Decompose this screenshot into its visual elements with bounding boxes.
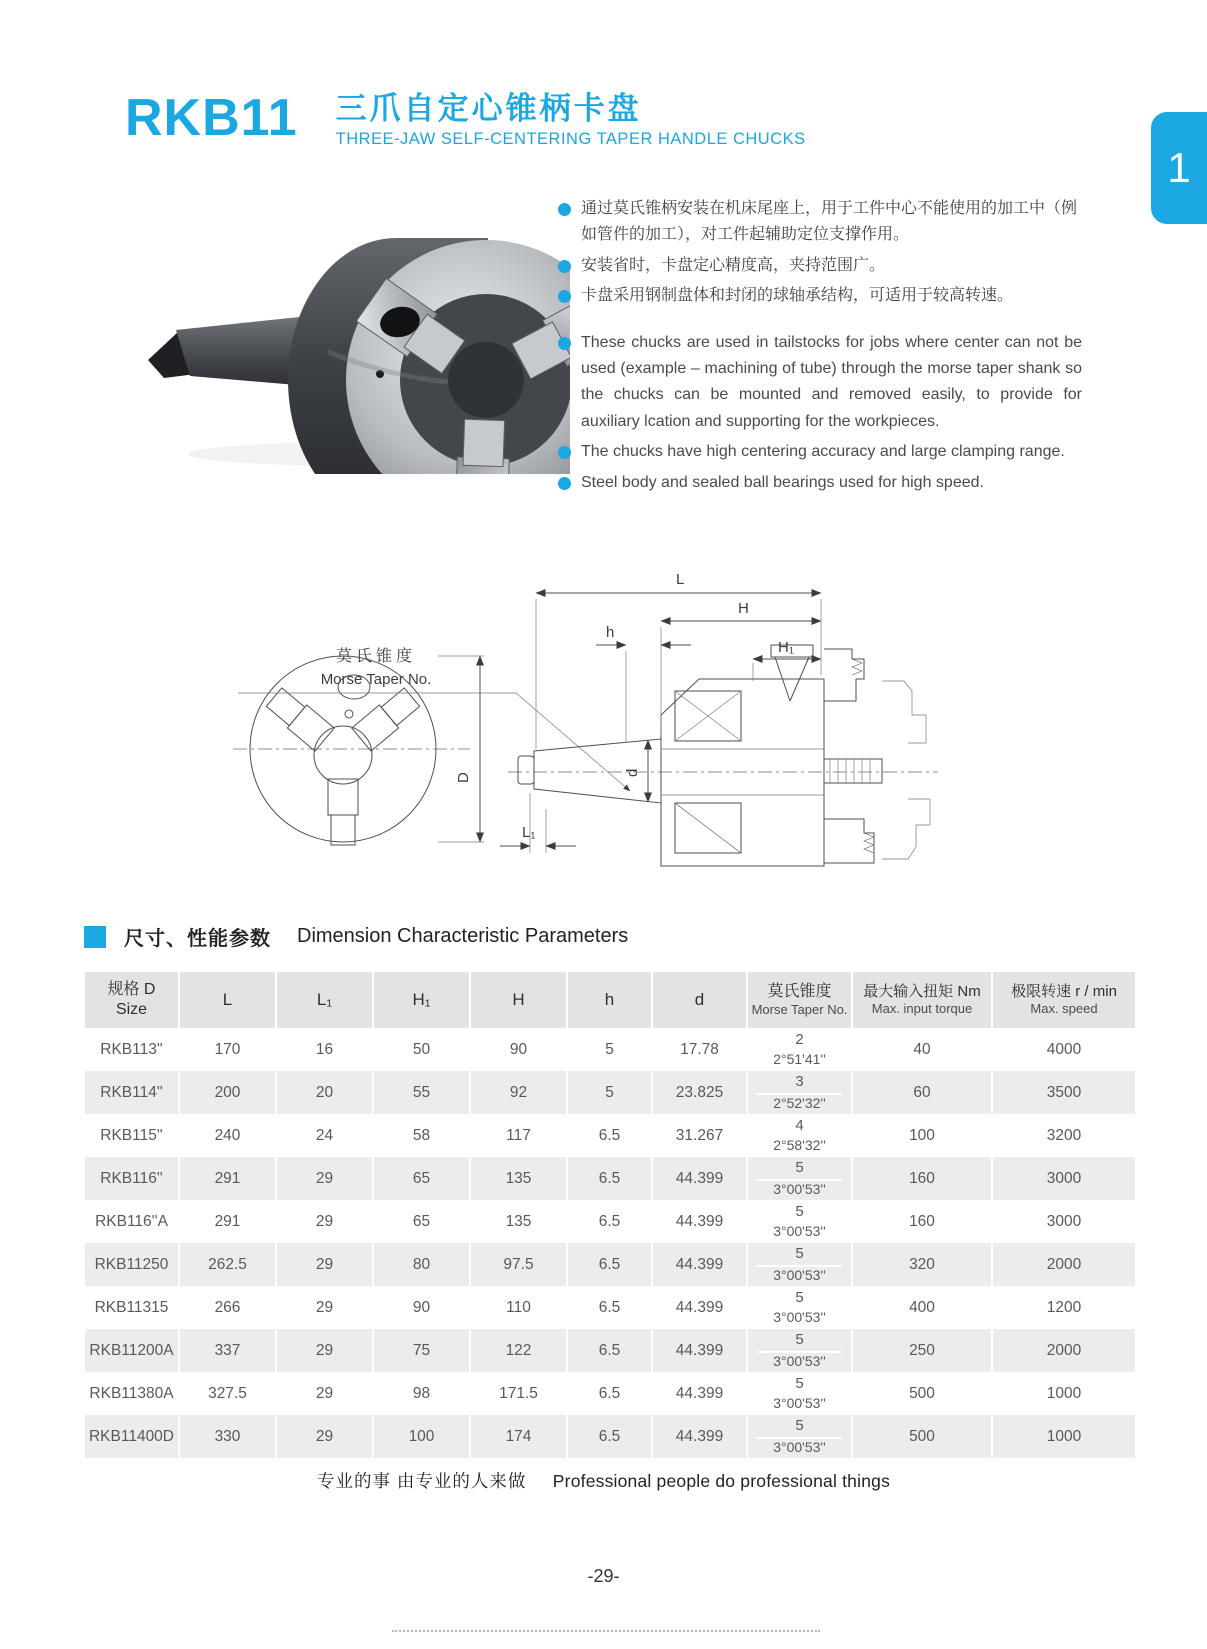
morse-angle: 3°00'53'' [773,1308,826,1325]
col-morse [748,972,853,1028]
cell-d: 44.399 [653,1157,748,1200]
morse-angle: 3°00'53'' [773,1222,826,1239]
cell-d: 44.399 [653,1329,748,1372]
col-torque-zh: 最大输入扭矩 Nm [863,982,981,1000]
feature-item-zh [558,196,1082,249]
product-title-en: THREE-JAW SELF-CENTERING TAPER HANDLE CHUCKS [335,130,806,149]
table-row [85,1071,1135,1114]
cell-morse [748,1372,853,1415]
cell-h: 6.5 [568,1286,653,1329]
cell-speed: 3200 [993,1114,1135,1157]
bullet-icon [558,203,571,216]
feature-text: These chucks are used in tailstocks for jobs where center can not be used (example – machining of tube) through the morse taper shank so the chucks can be mounted and removed easily, to provide for auxiliary lcation and supporting for the workpieces. [581,333,1082,430]
cell-morse [748,1028,853,1071]
feature-text: 通过莫氏锥柄安装在机床尾座上，用于工件中心不能使用的加工中（例如管件的加工），对工件起辅助定位支撑作用。 [581,200,1078,244]
table-row [85,1415,1135,1458]
cell-torque: 60 [853,1071,993,1114]
feature-item-en [558,439,1082,465]
table-row [85,1329,1135,1372]
cell-torque: 160 [853,1200,993,1243]
table-row [85,1114,1135,1157]
cell-size: RKB114'' [85,1071,180,1114]
page-number: -29- [587,1566,620,1586]
cell-torque: 320 [853,1243,993,1286]
feature-item-en [558,470,1082,496]
dim-L1-label: L₁ [522,824,536,841]
product-photo [138,202,570,474]
cell-morse [748,1286,853,1329]
dim-L-label: L [676,571,685,588]
cell-L: 291 [180,1200,277,1243]
chapter-tab [1151,112,1207,224]
cell-speed: 2000 [993,1243,1135,1286]
morse-angle: 3°00'53'' [773,1438,826,1455]
cell-h: 6.5 [568,1329,653,1372]
cell-L: 200 [180,1071,277,1114]
col-H1: H₁ [374,972,471,1028]
col-d: d [653,972,748,1028]
table-row [85,1372,1135,1415]
cell-h: 6.5 [568,1415,653,1458]
cell-torque: 160 [853,1157,993,1200]
cell-L: 337 [180,1329,277,1372]
cell-L1: 20 [277,1071,374,1114]
cell-L1: 16 [277,1028,374,1071]
cell-h: 6.5 [568,1114,653,1157]
col-size-zh: 规格 D [107,981,156,998]
dim-D-label: D [455,772,472,783]
cell-torque: 40 [853,1028,993,1071]
feature-item-en [558,330,1082,436]
parameters-table [85,972,1135,1458]
cell-torque: 400 [853,1286,993,1329]
cell-H1: 80 [374,1243,471,1286]
cell-H: 92 [471,1071,568,1114]
morse-angle: 3°00'53'' [773,1180,826,1197]
cell-speed: 2000 [993,1329,1135,1372]
footer-divider [392,1630,820,1632]
cell-size: RKB116'' [85,1157,180,1200]
feature-text: 安装省时，卡盘定心精度高，夹持范围广。 [581,256,886,274]
cell-H1: 65 [374,1200,471,1243]
feature-text: 卡盘采用钢制盘体和封闭的球轴承结构，可适用于较高转速。 [581,287,1014,305]
col-speed-en: Max. speed [1030,1001,1098,1017]
feature-list-zh [558,196,1082,310]
cell-H1: 58 [374,1114,471,1157]
bullet-icon [558,477,571,490]
cell-morse [748,1157,853,1200]
cell-L1: 29 [277,1329,374,1372]
feature-item-zh [558,253,1082,279]
feature-text: Steel body and sealed ball bearings used for high speed. [581,473,984,491]
footer-slogan [0,1468,1207,1493]
table-row [85,1243,1135,1286]
cell-L: 327.5 [180,1372,277,1415]
title-block [336,92,806,149]
cell-torque: 100 [853,1114,993,1157]
bullet-icon [558,337,571,350]
col-morse-zh: 莫氏锥度 [767,982,832,1000]
col-torque [853,972,993,1028]
cell-H: 135 [471,1200,568,1243]
cell-H: 97.5 [471,1243,568,1286]
section-title-zh: 尺寸、性能参数 [124,928,271,950]
cell-size: RKB116''A [85,1200,180,1243]
table-body [85,1028,1135,1458]
dimension-drawing [178,553,950,889]
col-torque-en: Max. input torque [871,1001,973,1017]
cell-speed: 4000 [993,1028,1135,1071]
cell-H: 110 [471,1286,568,1329]
cell-morse [748,1329,853,1372]
cell-size: RKB11200A [85,1329,180,1372]
morse-number: 5 [757,1159,842,1181]
cell-morse [748,1200,853,1243]
cell-torque: 500 [853,1372,993,1415]
cell-torque: 500 [853,1415,993,1458]
dim-H1-label: H₁ [778,639,794,656]
bullet-icon [558,446,571,459]
cell-H: 135 [471,1157,568,1200]
cell-L1: 29 [277,1200,374,1243]
morse-angle: 3°00'53'' [773,1266,826,1283]
col-h: h [568,972,653,1028]
col-speed-zh: 极限转速 r / min [1011,982,1117,1000]
cell-d: 44.399 [653,1415,748,1458]
cell-size: RKB11400D [85,1415,180,1458]
section-square-icon [84,926,106,948]
cell-H1: 50 [374,1028,471,1071]
feature-item-zh [558,283,1082,309]
cell-h: 6.5 [568,1157,653,1200]
cell-L: 330 [180,1415,277,1458]
feature-list-en [558,330,1082,496]
cell-speed: 1000 [993,1415,1135,1458]
col-size [85,972,180,1028]
morse-number: 5 [795,1288,804,1306]
table-row [85,1286,1135,1329]
cell-size: RKB113'' [85,1028,180,1071]
cell-d: 23.825 [653,1071,748,1114]
cell-morse [748,1415,853,1458]
cell-H: 122 [471,1329,568,1372]
cell-H: 90 [471,1028,568,1071]
cell-speed: 1200 [993,1286,1135,1329]
cell-speed: 3500 [993,1071,1135,1114]
col-H: H [471,972,568,1028]
cell-size: RKB11380A [85,1372,180,1415]
slogan-en: Professional people do professional things [552,1471,891,1491]
cell-h: 5 [568,1071,653,1114]
morse-number: 5 [795,1202,804,1220]
cell-L1: 24 [277,1114,374,1157]
feature-text: The chucks have high centering accuracy and large clamping range. [581,443,1065,461]
cell-speed: 3000 [993,1157,1135,1200]
callout-zh: 莫氏锥度 [335,648,417,665]
morse-number: 5 [757,1331,842,1353]
cell-h: 6.5 [568,1243,653,1286]
col-speed [993,972,1135,1028]
cell-H1: 90 [374,1286,471,1329]
cell-L1: 29 [277,1243,374,1286]
cell-size: RKB11250 [85,1243,180,1286]
morse-number: 3 [757,1073,842,1095]
morse-number: 5 [757,1417,842,1439]
col-L1: L₁ [277,972,374,1028]
cell-L1: 29 [277,1372,374,1415]
morse-angle: 2°52'32'' [773,1094,826,1111]
cell-H: 174 [471,1415,568,1458]
cell-d: 44.399 [653,1200,748,1243]
cell-L1: 29 [277,1157,374,1200]
morse-angle: 2°51'41'' [773,1050,826,1067]
chuck-photo-illustration [138,202,570,474]
section-view [508,645,938,866]
col-L: L [180,972,277,1028]
cell-L: 266 [180,1286,277,1329]
morse-angle: 3°00'53'' [773,1394,826,1411]
cell-L: 262.5 [180,1243,277,1286]
cell-size: RKB115'' [85,1114,180,1157]
cell-L: 240 [180,1114,277,1157]
cell-d: 44.399 [653,1372,748,1415]
cell-h: 5 [568,1028,653,1071]
cell-h: 6.5 [568,1200,653,1243]
feature-list [558,196,1082,500]
cell-speed: 3000 [993,1200,1135,1243]
cell-speed: 1000 [993,1372,1135,1415]
cell-d: 31.267 [653,1114,748,1157]
cell-H1: 55 [374,1071,471,1114]
cell-d: 17.78 [653,1028,748,1071]
section-title-en: Dimension Characteristic Parameters [297,925,629,947]
dim-h-label: h [606,624,615,641]
morse-number: 5 [757,1245,842,1267]
cell-torque: 250 [853,1329,993,1372]
table-row [85,1157,1135,1200]
cell-h: 6.5 [568,1372,653,1415]
cell-H1: 98 [374,1372,471,1415]
cell-L1: 29 [277,1415,374,1458]
morse-number: 2 [795,1030,804,1048]
table-header-row [85,972,1135,1028]
cell-morse [748,1071,853,1114]
morse-number: 4 [795,1116,804,1134]
cell-L: 170 [180,1028,277,1071]
cell-H1: 75 [374,1329,471,1372]
morse-angle: 2°58'32'' [773,1136,826,1153]
cell-H: 171.5 [471,1372,568,1415]
table-row [85,1200,1135,1243]
model-code: RKB11 [125,89,298,147]
page-header [125,89,806,149]
callout-en: Morse Taper No. [320,671,432,688]
product-title-zh: 三爪自定心锥柄卡盘 [335,91,642,126]
cell-d: 44.399 [653,1286,748,1329]
cell-H1: 65 [374,1157,471,1200]
chapter-number: 1 [1167,144,1191,191]
table-row [85,1028,1135,1071]
cell-L1: 29 [277,1286,374,1329]
dim-H-label: H [738,600,749,617]
bullet-icon [558,260,571,273]
morse-number: 5 [795,1374,804,1392]
cell-morse [748,1243,853,1286]
dim-d-label: d [624,768,641,777]
cell-d: 44.399 [653,1243,748,1286]
cell-H: 117 [471,1114,568,1157]
cell-size: RKB11315 [85,1286,180,1329]
slogan-zh: 专业的事 由专业的人来做 [316,1471,527,1491]
col-morse-en: Morse Taper No. [751,1001,848,1017]
cell-morse [748,1114,853,1157]
bullet-icon [558,290,571,303]
cell-L: 291 [180,1157,277,1200]
morse-angle: 3°00'53'' [773,1352,826,1369]
col-size-en: Size [115,1001,148,1018]
cell-H1: 100 [374,1415,471,1458]
table-section-title [84,922,628,951]
